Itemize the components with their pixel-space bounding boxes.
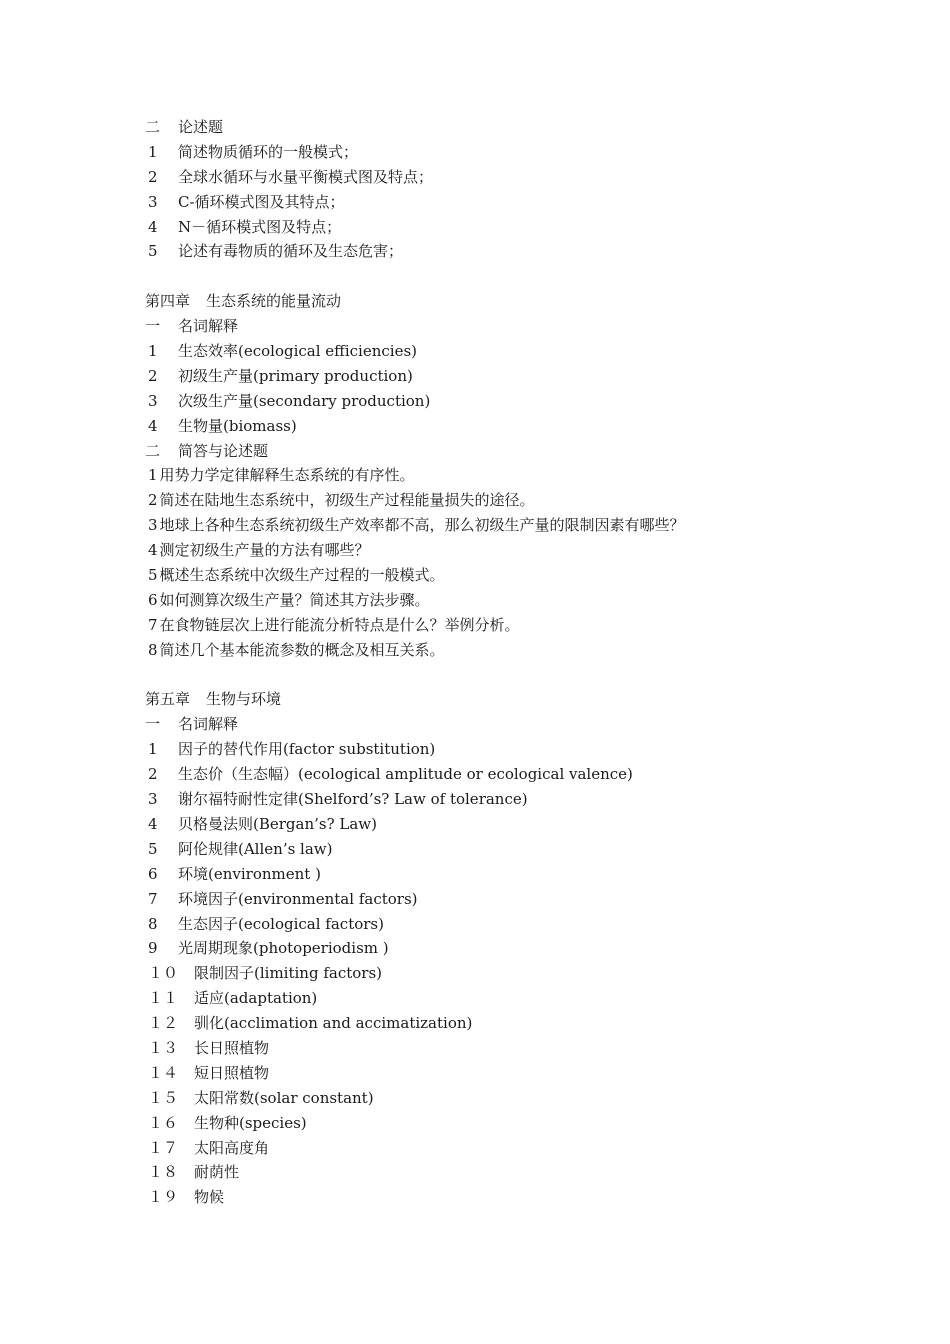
- question-text: 地球上各种生态系统初级生产效率都不高，那么初级生产量的限制因素有哪些？: [159, 516, 685, 535]
- question-item: [145, 538, 935, 563]
- item-text: N－循环模式图及特点；: [178, 217, 342, 236]
- item-number: １７: [148, 1138, 179, 1157]
- item-number: １９: [148, 1188, 179, 1207]
- list-item: [145, 936, 935, 961]
- chapter-heading: [145, 289, 935, 314]
- section-mark: 一: [145, 715, 161, 734]
- item-text: 物候: [194, 1188, 225, 1207]
- list-item: [145, 1036, 935, 1061]
- section-title: 名词解释: [178, 317, 239, 336]
- item-number: １２: [148, 1014, 179, 1033]
- list-item: [145, 986, 935, 1011]
- item-text: 谢尔福特耐性定律(Shelford’s? Law of tolerance): [178, 790, 528, 809]
- question-item: [145, 488, 935, 513]
- list-item: [145, 389, 935, 414]
- section-heading-terms: [145, 314, 935, 339]
- chapter-heading: [145, 687, 935, 712]
- list-item: [145, 140, 935, 165]
- section-title: 论述题: [178, 118, 224, 136]
- question-item: [145, 613, 935, 638]
- item-text: 长日照植物: [194, 1038, 270, 1057]
- list-item: [145, 837, 935, 862]
- list-item: [145, 364, 935, 389]
- item-text: 全球水循环与水量平衡模式图及特点；: [178, 167, 434, 186]
- list-item: [145, 862, 935, 887]
- item-text: 初级生产量(primary production): [178, 366, 413, 385]
- item-text: 太阳常数(solar constant): [194, 1088, 374, 1107]
- item-number: １３: [148, 1038, 179, 1057]
- list-item: [145, 215, 935, 240]
- list-item: [145, 190, 935, 215]
- list-item: [145, 1160, 935, 1185]
- item-number: １６: [148, 1113, 179, 1132]
- question-text: 测定初级生产量的方法有哪些？: [159, 541, 370, 560]
- section-title: 名词解释: [178, 715, 239, 734]
- item-number: １４: [148, 1063, 179, 1082]
- chapter-title: 生态系统的能量流动: [206, 292, 342, 311]
- question-number: 7: [148, 615, 158, 634]
- item-text: 简述物质循环的一般模式；: [178, 142, 359, 161]
- section-title: 简答与论述题: [178, 441, 269, 460]
- item-number: 1: [148, 342, 158, 361]
- item-text: 阿伦规律(Allen’s law): [178, 839, 333, 858]
- item-text: 生态因子(ecological factors): [178, 914, 384, 933]
- list-item: [145, 1011, 935, 1036]
- item-number: 3: [148, 192, 158, 211]
- question-item: [145, 638, 935, 663]
- item-number: 6: [148, 864, 158, 883]
- chapter-title: 生物与环境: [206, 690, 282, 709]
- item-number: 7: [148, 889, 158, 908]
- list-item: [145, 812, 935, 837]
- item-text: 适应(adaptation): [194, 989, 318, 1008]
- item-number: １８: [148, 1163, 179, 1182]
- question-item: [145, 588, 935, 613]
- list-item: [145, 787, 935, 812]
- question-number: 4: [148, 541, 158, 560]
- question-text: 在食物链层次上进行能流分析特点是什么？举例分析。: [159, 615, 520, 634]
- item-number: 5: [148, 839, 158, 858]
- item-number: 4: [148, 814, 158, 833]
- question-number: 3: [148, 516, 158, 535]
- item-text: 贝格曼法则(Bergan’s? Law): [178, 814, 377, 833]
- section-heading-terms: [145, 712, 935, 737]
- question-text: 如何测算次级生产量？简述其方法步骤。: [159, 590, 430, 609]
- item-text: 生态价（生态幅）(ecological amplitude or ecological valence): [178, 765, 633, 784]
- item-text: 生物种(species): [194, 1113, 307, 1132]
- question-number: 5: [148, 566, 158, 585]
- item-text: 论述有毒物质的循环及生态危害；: [178, 242, 404, 261]
- list-item: [145, 961, 935, 986]
- item-text: 耐荫性: [194, 1163, 240, 1182]
- item-text: 环境(environment ): [178, 864, 321, 883]
- item-text: 限制因子(limiting factors): [194, 964, 382, 983]
- list-item: [145, 1111, 935, 1136]
- question-text: 概述生态系统中次级生产过程的一般模式。: [159, 566, 445, 585]
- list-item: [145, 1086, 935, 1111]
- list-item: [145, 912, 935, 937]
- item-number: 3: [148, 391, 158, 410]
- item-text: 驯化(acclimation and accimatization): [194, 1014, 473, 1033]
- item-number: 1: [148, 740, 158, 759]
- list-item: [145, 1185, 935, 1210]
- question-item: [145, 563, 935, 588]
- chapter-label: 第五章: [145, 690, 191, 709]
- item-number: 9: [148, 939, 158, 958]
- item-text: 生态效率(ecological efficiencies): [178, 342, 417, 361]
- section-heading-questions: [145, 439, 935, 464]
- list-item: [145, 887, 935, 912]
- list-item: [145, 737, 935, 762]
- spacer: [145, 663, 935, 688]
- item-number: 4: [148, 217, 158, 236]
- question-text: 用势力学定律解释生态系统的有序性。: [159, 466, 415, 485]
- document-page: [145, 115, 935, 1210]
- question-number: 8: [148, 640, 158, 659]
- item-number: 5: [148, 242, 158, 261]
- item-number: １５: [148, 1088, 179, 1107]
- section-mark: 一: [145, 317, 161, 336]
- list-item: [145, 1061, 935, 1086]
- item-text: C-循环模式图及其特点；: [178, 192, 345, 211]
- item-text: 生物量(biomass): [178, 416, 297, 435]
- item-number: 8: [148, 914, 158, 933]
- section-mark: 二: [145, 118, 161, 136]
- item-number: 2: [148, 765, 158, 784]
- question-number: 1: [148, 466, 158, 485]
- item-text: 短日照植物: [194, 1063, 270, 1082]
- item-number: １１: [148, 989, 179, 1008]
- list-item: [145, 165, 935, 190]
- item-number: １０: [148, 964, 179, 983]
- question-number: 2: [148, 491, 158, 510]
- section-heading-essay: [145, 115, 935, 140]
- list-item: [145, 239, 935, 264]
- item-text: 太阳高度角: [194, 1138, 270, 1157]
- list-item: [145, 1136, 935, 1161]
- item-text: 环境因子(environmental factors): [178, 889, 418, 908]
- item-text: 次级生产量(secondary production): [178, 391, 431, 410]
- question-number: 6: [148, 590, 158, 609]
- question-item: [145, 463, 935, 488]
- chapter-label: 第四章: [145, 292, 191, 311]
- item-number: 2: [148, 366, 158, 385]
- item-text: 因子的替代作用(factor substitution): [178, 740, 436, 759]
- item-number: 3: [148, 790, 158, 809]
- list-item: [145, 339, 935, 364]
- item-number: 1: [148, 142, 158, 161]
- question-text: 简述几个基本能流参数的概念及相互关系。: [159, 640, 445, 659]
- list-item: [145, 762, 935, 787]
- section-mark: 二: [145, 441, 161, 460]
- question-text: 简述在陆地生态系统中，初级生产过程能量损失的途径。: [159, 491, 535, 510]
- item-number: 2: [148, 167, 158, 186]
- item-text: 光周期现象(photoperiodism ): [178, 939, 389, 958]
- spacer: [145, 264, 935, 289]
- item-number: 4: [148, 416, 158, 435]
- question-item: [145, 513, 935, 538]
- list-item: [145, 414, 935, 439]
